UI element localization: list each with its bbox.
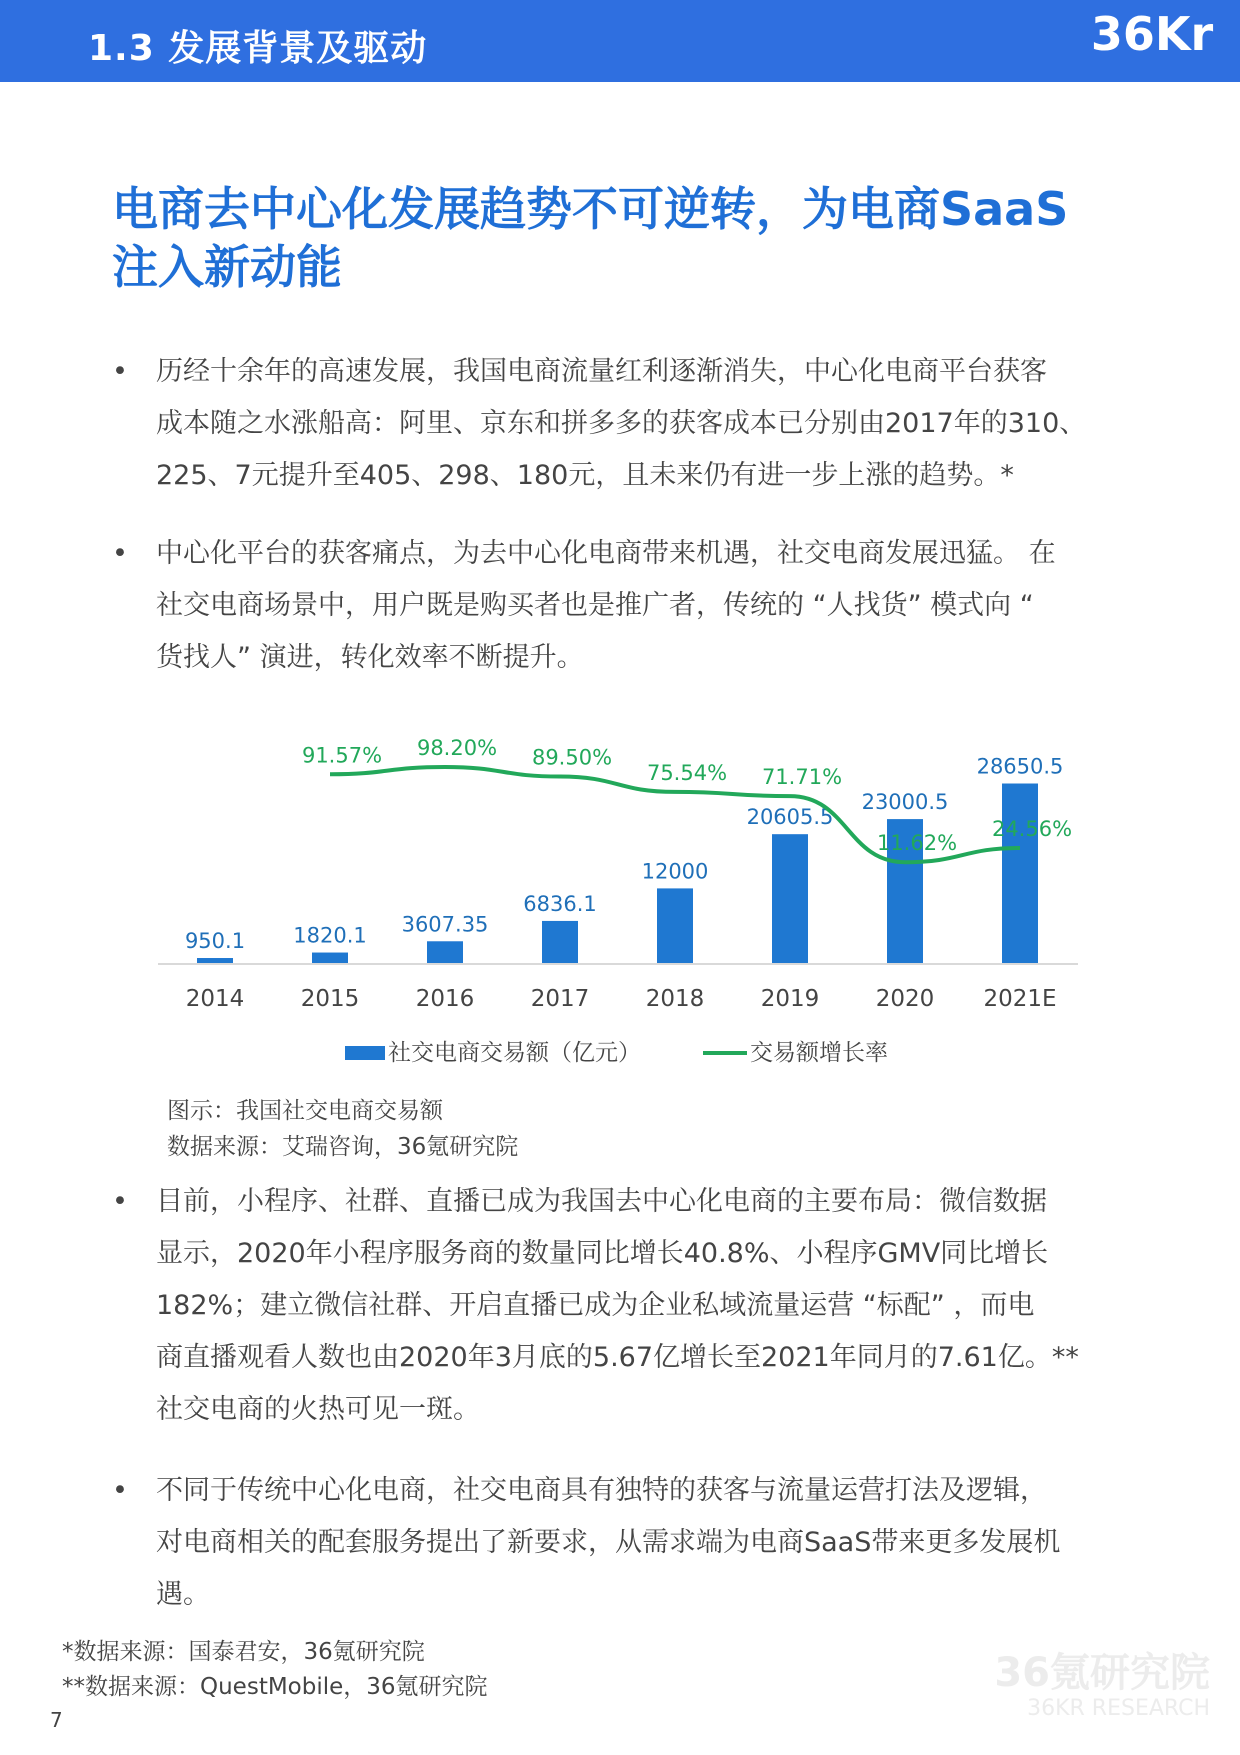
bar-2017: [542, 921, 578, 964]
bar-value-label-2018: 12000: [641, 859, 709, 884]
x-tick-2018: 2018: [645, 986, 705, 1012]
bullet-line: 社交电商场景中，用户既是购买者也是推广者，传统的 “人找货” 模式向 “: [156, 590, 1034, 621]
rate-label-2020: 11.62%: [876, 831, 958, 856]
chart-legend: [345, 1040, 888, 1066]
bullet-paragraph-1: [112, 346, 1142, 502]
x-tick-2016: 2016: [415, 986, 475, 1012]
bullet-line: 对电商相关的配套服务提出了新要求，从需求端为电商SaaS带来更多发展机: [156, 1527, 1061, 1558]
figure-caption: 图示：我国社交电商交易额: [167, 1098, 443, 1124]
logo-text: 36Kr: [1090, 7, 1214, 61]
section-title: 1.3 发展背景及驱动: [88, 28, 428, 69]
watermark-line-1: 36氪研究院: [994, 1650, 1210, 1696]
footnote-1: *数据来源：国泰君安，36氪研究院: [62, 1639, 425, 1665]
social-ecommerce-chart: [150, 700, 1100, 1080]
bar-value-label-2019: 20605.5: [746, 805, 834, 830]
rate-label-2017: 89.50%: [531, 745, 613, 770]
legend-bar-label: 社交电商交易额（亿元）: [388, 1040, 641, 1066]
bar-value-label-2014: 950.1: [184, 929, 246, 954]
x-tick-2014: 2014: [185, 986, 245, 1012]
bullet-marker: •: [112, 1475, 128, 1506]
headline-line-2: 注入新动能: [112, 240, 342, 294]
bullet-line: 社交电商的火热可见一斑。: [156, 1394, 480, 1425]
bullet-marker: •: [112, 356, 128, 387]
bullet-line: 遇。: [156, 1579, 210, 1610]
bullet-paragraph-2: [112, 528, 1142, 684]
bar-2015: [312, 953, 348, 964]
36kr-logo: [1060, 0, 1240, 82]
legend-line-label: 交易额增长率: [750, 1040, 888, 1066]
rate-label-2015: 91.57%: [301, 743, 383, 768]
rate-label-2018: 75.54%: [646, 760, 728, 785]
page-number: 7: [50, 1708, 63, 1732]
bullet-line: 中心化平台的获客痛点，为去中心化电商带来机遇，社交电商发展迅猛。 在: [156, 538, 1056, 569]
bullet-marker: •: [112, 1186, 128, 1217]
bullet-paragraph-4: [112, 1465, 1142, 1621]
rate-labels-layer: [302, 736, 1072, 855]
watermark-line-2: 36KR RESEARCH: [1027, 1696, 1210, 1721]
legend-bar-swatch: [345, 1046, 385, 1060]
x-tick-2020: 2020: [875, 986, 935, 1012]
x-tick-2019: 2019: [760, 986, 820, 1012]
bar-value-label-2020: 23000.5: [861, 790, 949, 815]
rate-label-2021E: 24.56%: [991, 816, 1073, 841]
bullet-marker: •: [112, 538, 128, 569]
rate-label-2019: 71.71%: [761, 765, 843, 790]
x-tick-labels: [186, 986, 1057, 1012]
header-bar: [0, 0, 1240, 82]
bullet-line: 不同于传统中心化电商，社交电商具有独特的获客与流量运营打法及逻辑，: [156, 1475, 1047, 1506]
bar-value-label-2015: 1820.1: [293, 923, 367, 948]
bar-2016: [427, 941, 463, 964]
bullet-paragraph-3: [112, 1176, 1142, 1436]
bar-value-label-2021E: 28650.5: [976, 754, 1064, 779]
rate-label-2016: 98.20%: [416, 735, 498, 760]
bullet-line: 182%；建立微信社群、开启直播已成为企业私域流量运营 “标配” ，而电: [156, 1290, 1035, 1321]
headline-line-1: 电商去中心化发展趋势不可逆转，为电商SaaS: [112, 182, 1069, 236]
bar-2018: [657, 888, 693, 964]
bullet-line: 历经十余年的高速发展，我国电商流量红利逐渐消失，中心化电商平台获客: [156, 356, 1047, 387]
bullet-line: 显示，2020年小程序服务商的数量同比增长40.8%、小程序GMV同比增长: [156, 1238, 1049, 1269]
bullet-line: 成本随之水涨船高：阿里、京东和拼多多的获客成本已分别由2017年的310、: [156, 408, 1087, 439]
bullet-line: 商直播观看人数也由2020年3月底的5.67亿增长至2021年同月的7.61亿。**: [156, 1342, 1079, 1373]
bar-2019: [772, 834, 808, 964]
x-tick-2017: 2017: [530, 986, 590, 1012]
bar-value-label-2016: 3607.35: [401, 912, 489, 937]
page-headline: [112, 180, 1142, 296]
figure-source: 数据来源：艾瑞咨询，36氪研究院: [167, 1134, 519, 1160]
watermark: [994, 1650, 1210, 1722]
footnote-2: **数据来源：QuestMobile，36氪研究院: [62, 1674, 488, 1700]
bar-value-label-2017: 6836.1: [523, 891, 597, 916]
x-tick-2015: 2015: [300, 986, 360, 1012]
bullet-line: 225、7元提升至405、298、180元，且未来仍有进一步上涨的趋势。*: [156, 460, 1014, 491]
bullet-line: 货找人” 演进，转化效率不断提升。: [156, 642, 584, 673]
bar-2021E: [1002, 784, 1038, 964]
bullet-line: 目前，小程序、社群、直播已成为我国去中心化电商的主要布局：微信数据: [156, 1186, 1047, 1217]
x-tick-2021E: 2021E: [983, 986, 1057, 1012]
